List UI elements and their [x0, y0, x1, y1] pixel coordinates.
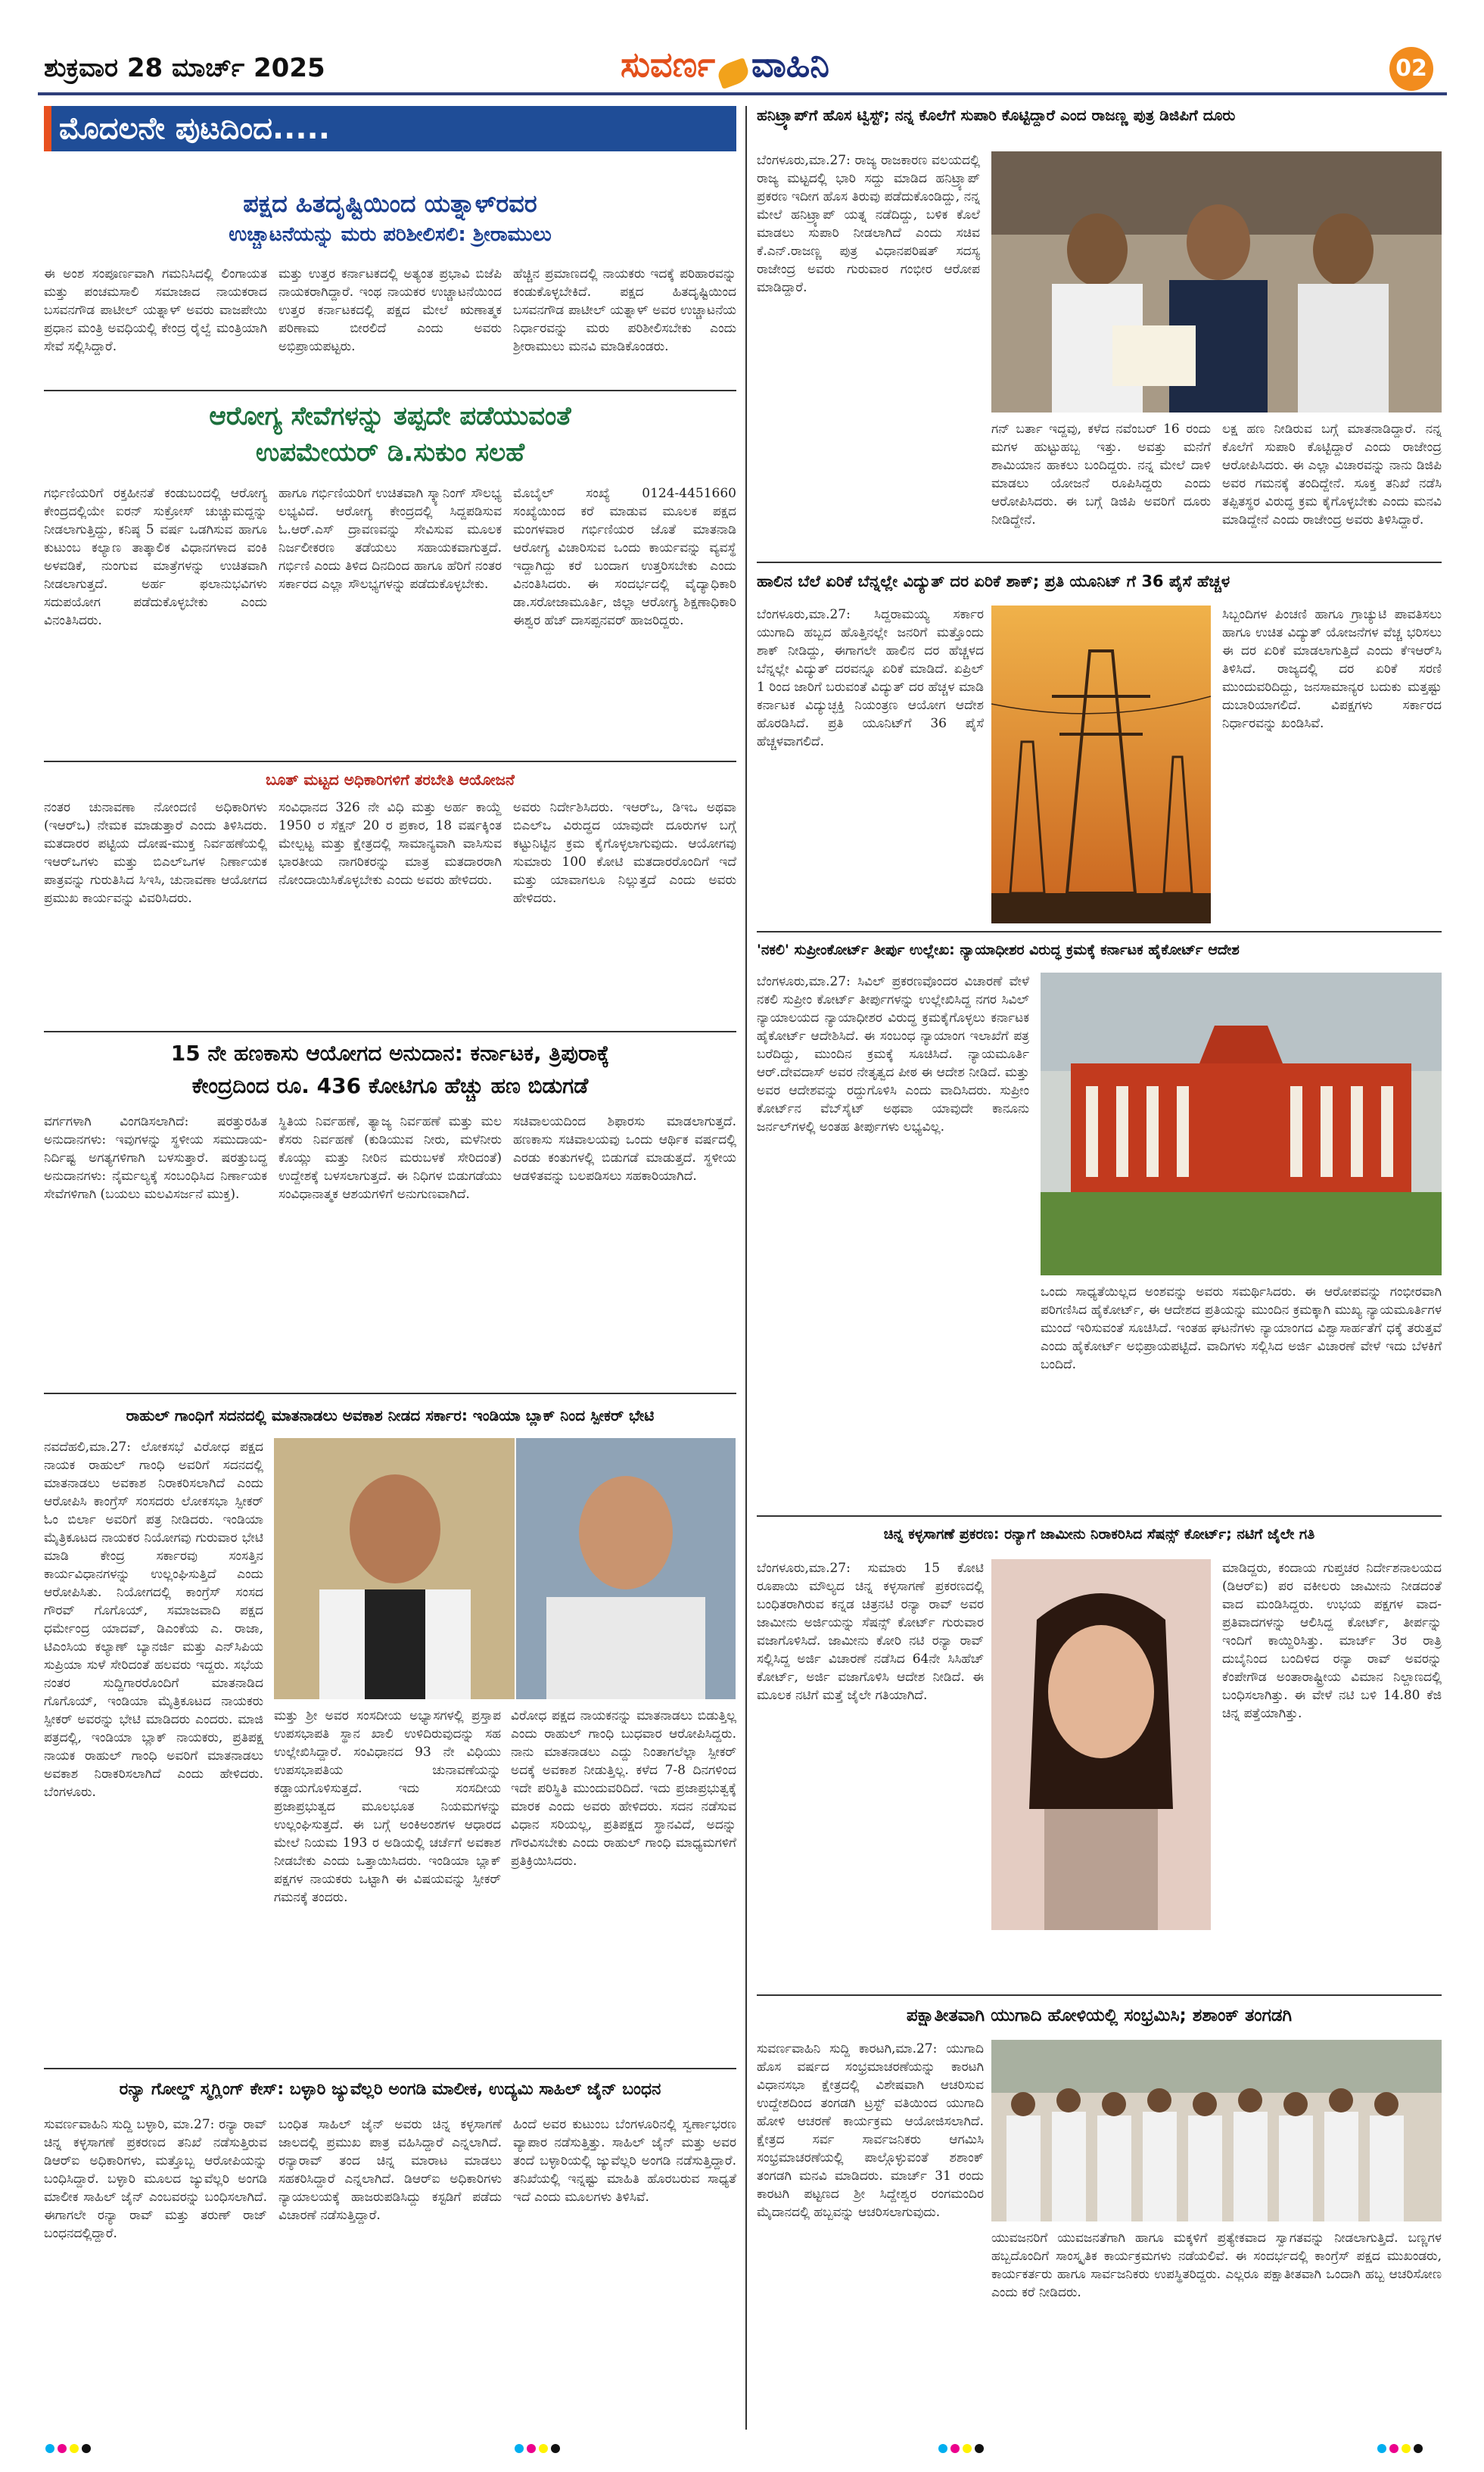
divider: [757, 931, 1442, 932]
art7-col-3: ಲಕ್ಷ ಹಣ ನೀಡಿರುವ ಬಗ್ಗೆ ಮಾತನಾಡಿದ್ದಾರೆ. ನನ್ನ ಕೊಲೆಗೆ ಸುಪಾರಿ ಕೊಟ್ಟಿದ್ದಾರೆ ಎಂದು ರಾಜೇಂದ್ರ ಆರೋಪಿಸಿದರು. ಈ ಎಲ್ಲಾ ವಿಚಾರವನ್ನು ನಾನು ಡಿಜಿಪಿ ಅವರ ಗಮನಕ್ಕೆ ತಂದಿದ್ದೇನೆ. ಸೂಕ್ತ ತನಿಖೆ ನಡೆಸಿ ತಪ್ಪಿತಸ್ಥರ ವಿರುದ್ಧ ಕ್ರಮ ಕೈಗೊಳ್ಳಬೇಕು ಎಂದು ಮನವಿ ಮಾಡಿದ್ದೇನೆ ಎಂದು ರಾಜೇಂದ್ರ ಅವರು ತಿಳಿಸಿದ್ದಾರೆ.: [1222, 422, 1442, 528]
art3-kicker: ಬೂತ್ ಮಟ್ಟದ ಅಧಿಕಾರಿಗಳಿಗೆ ತರಬೇತಿ ಆಯೋಜನೆ: [266, 771, 515, 789]
divider: [757, 562, 1442, 563]
art2-col-1: ಗರ್ಭಿಣಿಯರಿಗೆ ರಕ್ತಹೀನತೆ ಕಂಡುಬಂದಲ್ಲಿ ಆರೋಗ್ಯ ಕೇಂದ್ರದಲ್ಲಿಯೇ ಐರನ್ ಸುಕ್ರೋಸ್ ಚುಚ್ಚುಮದ್ದನ್ನು ನೀಡಲಾಗುತ್ತಿದ್ದು, ಕನಿಷ್ಠ 5 ವರ್ಷ ಒಡಗಿಸುವ ಹಾಗೂ ಕುಟುಂಬ ಕಲ್ಯಾಣ ತಾತ್ಕಾಲಿಕ ವಿಧಾನಗಳಾದ ವಂಕಿ ಅಳವಡಿಕೆ, ನುಂಗುವ ಮಾತ್ರೆಗಳನ್ನು ಉಚಿತವಾಗಿ ನೀಡಲಾಗುತ್ತದೆ. ಅರ್ಹ ಫಲಾನುಭವಿಗಳು ಸದುಪಯೋಗ ಪಡೆದುಕೊಳ್ಳಬೇಕು ಎಂದು ವಿನಂತಿಸಿದರು.: [44, 486, 267, 628]
photo-speaker: [274, 1438, 515, 1699]
photo-high-court: [1041, 973, 1442, 1275]
art3-col-3: ಅವರು ನಿರ್ದೇಶಿಸಿದರು. ಇಆರ್‌ಒ, ಡಿಇಒ ಅಥವಾ ಬಿಎಲ್‌ಒ ವಿರುದ್ಧದ ಯಾವುದೇ ದೂರುಗಳ ಬಗ್ಗೆ ಕಟ್ಟುನಿಟ್ಟಿನ ಕ್ರಮ ಕೈಗೊಳ್ಳಲಾಗುವುದು. ಆಯೋಗವು ಸುಮಾರು 100 ಕೋಟಿ ಮತದಾರರೊಂದಿಗೆ ಇದೆ ಮತ್ತು ಯಾವಾಗಲೂ ನಿಲ್ಲುತ್ತದೆ ಎಂದು ಅವರು ಹೇಳಿದರು.: [513, 800, 736, 906]
page-number-badge: 02: [1389, 47, 1433, 91]
section-banner: ಮೊದಲನೇ ಪುಟದಿಂದ.....: [44, 106, 736, 151]
art1-col-1: ಈ ಅಂಶ ಸಂಪೂರ್ಣವಾಗಿ ಗಮನಿಸಿದಲ್ಲಿ ಲಿಂಗಾಯತ ಮತ್ತು ಪಂಚಮಸಾಲಿ ಸಮಾಜಾದ ನಾಯಕರಾದ ಬಸವನಗೌಡ ಪಾಟೀಲ್ ಯತ್ನಾಳ್ ಅವರು ವಾಜಪೇಯಿ ಪ್ರಧಾನ ಮಂತ್ರಿ ಅವಧಿಯಲ್ಲಿ ಕೇಂದ್ರ ರೈಲ್ವೆ ಮಂತ್ರಿಯಾಗಿ ಸೇವೆ ಸಲ್ಲಿಸಿದ್ದಾರೆ.: [44, 266, 267, 354]
art4-col-3: ಸಚಿವಾಲಯದಿಂದ ಶಿಫಾರಸು ಮಾಡಲಾಗುತ್ತದೆ. ಹಣಕಾಸು ಸಚಿವಾಲಯವು ಒಂದು ಆರ್ಥಿಕ ವರ್ಷದಲ್ಲಿ ಎರಡು ಕಂತುಗಳಲ್ಲಿ ಬಿಡುಗಡೆ ಮಾಡುತ್ತದೆ. ಸ್ಥಳೀಯ ಆಡಳಿತವನ್ನು ಬಲಪಡಿಸಲು ಸಹಕಾರಿಯಾಗಿದೆ.: [513, 1114, 736, 1184]
divider: [44, 2068, 736, 2069]
art4-col-2: ಸ್ಥಿತಿಯ ನಿರ್ವಹಣೆ, ತ್ಯಾಜ್ಯ ನಿರ್ವಹಣೆ ಮತ್ತು ಮಲ ಕೆಸರು ನಿರ್ವಹಣೆ (ಕುಡಿಯುವ ನೀರು, ಮಳೆನೀರು ಕೊಯ್ಲು ಮತ್ತು ನೀರಿನ ಮರುಬಳಕೆ ಸೇರಿದಂತೆ) ಉದ್ದೇಶಕ್ಕೆ ಬಳಸಲಾಗುತ್ತದೆ. ಈ ನಿಧಿಗಳ ಬಿಡುಗಡೆಯು ಸಂವಿಧಾನಾತ್ಮಕ ಆಶಯಗಳಿಗೆ ಅನುಗುಣವಾಗಿದೆ.: [278, 1114, 502, 1202]
art5-col-3: ವಿರೋಧ ಪಕ್ಷದ ನಾಯಕನನ್ನು ಮಾತನಾಡಲು ಬಿಡುತ್ತಿಲ್ಲ ಎಂದು ರಾಹುಲ್ ಗಾಂಧಿ ಬುಧವಾರ ಆರೋಪಿಸಿದ್ದರು. ನಾನು ಮಾತನಾಡಲು ಎದ್ದು ನಿಂತಾಗಲೆಲ್ಲಾ ಸ್ಪೀಕರ್ ಅದಕ್ಕೆ ಅವಕಾಶ ನೀಡುತ್ತಿಲ್ಲ. ಕಳೆದ 7-8 ದಿನಗಳಿಂದ ಇದೇ ಪರಿಸ್ಥಿತಿ ಮುಂದುವರಿದಿದೆ. ಇದು ಪ್ರಜಾಪ್ರಭುತ್ವಕ್ಕೆ ಮಾರಕ ಎಂದು ಅವರು ಹೇಳಿದರು. ಸದನ ನಡೆಸುವ ವಿಧಾನ ಸರಿಯಲ್ಲ, ಪ್ರತಿಪಕ್ಷದ ಸ್ಥಾನವಿದೆ, ಅದನ್ನು ಗೌರವಿಸಬೇಕು ಎಂದು ರಾಹುಲ್ ಗಾಂಧಿ ಮಾಧ್ಯಮಗಳಿಗೆ ಪ್ರತಿಕ್ರಿಯಿಸಿದರು.: [511, 1708, 736, 1869]
art4-col-1: ವರ್ಗಗಳಾಗಿ ವಿಂಗಡಿಸಲಾಗಿದೆ: ಷರತ್ತುರಹಿತ ಅನುದಾನಗಳು: ಇವುಗಳನ್ನು ಸ್ಥಳೀಯ ಸಮುದಾಯ-ನಿರ್ದಿಷ್ಟ ಅಗತ್ಯಗಳಿಗಾಗಿ ಬಳಸುತ್ತಾರೆ. ಷರತ್ತುಬದ್ಧ ಅನುದಾನಗಳು: ನೈರ್ಮಲ್ಯಕ್ಕೆ ಸಂಬಂಧಿಸಿದ ನಿರ್ಣಾಯಕ ಸೇವೆಗಳಿಗಾಗಿ (ಬಯಲು ಮಲವಿಸರ್ಜನೆ ಮುಕ್ತ).: [44, 1114, 267, 1202]
art9-col-2: ಒಂದು ಸಾಧ್ಯತೆಯಿಲ್ಲದ ಅಂಶವನ್ನು ಅವರು ಸಮರ್ಥಿಸಿದರು. ಈ ಆರೋಪವನ್ನು ಗಂಭೀರವಾಗಿ ಪರಿಗಣಿಸಿದ ಹೈಕೋರ್ಟ್, ಈ ಆದೇಶದ ಪ್ರತಿಯನ್ನು ಮುಂದಿನ ಕ್ರಮಕ್ಕಾಗಿ ಮುಖ್ಯ ನ್ಯಾಯಮೂರ್ತಿಗಳ ಮುಂದೆ ಇರಿಸುವಂತೆ ಸೂಚಿಸಿದೆ. ಇಂತಹ ಘಟನೆಗಳು ನ್ಯಾಯಾಂಗದ ವಿಶ್ವಾಸಾರ್ಹತೆಗೆ ಧಕ್ಕೆ ತರುತ್ತವೆ ಎಂದು ಹೈಕೋರ್ಟ್ ಅಭಿಪ್ರಾಯಪಟ್ಟಿದೆ. ವಾದಿಗಳು ಸಲ್ಲಿಸಿದ ಅರ್ಜಿ ವಿಚಾರಣೆ ವೇಳೆ ಇದು ಬೆಳಕಿಗೆ ಬಂದಿದೆ.: [1041, 1284, 1442, 1372]
art7-headline: ಹನಿಟ್ರ್ಯಾಪ್‌ಗೆ ಹೊಸ ಟ್ವಿಸ್ಟ್; ನನ್ನ ಕೊಲೆಗೆ ಸುಪಾರಿ ಕೊಟ್ಟಿದ್ದಾರೆ ಎಂದ ರಾಜಣ್ಣ ಪುತ್ರ ಡಿಜಿಪಿಗೆ ದೂರು: [757, 106, 1236, 124]
art8-col-2: ಸಿಬ್ಬಂದಿಗಳ ಪಿಂಚಣಿ ಹಾಗೂ ಗ್ರಾಚ್ಯುಟಿ ಪಾವತಿಸಲು ಹಾಗೂ ಉಚಿತ ವಿದ್ಯುತ್ ಯೋಜನೆಗಳ ವೆಚ್ಚ ಭರಿಸಲು ಈ ದರ ಏರಿಕೆ ಮಾಡಲಾಗುತ್ತಿದೆ ಎಂದು ಕೆಇಆರ್‌ಸಿ ತಿಳಿಸಿದೆ. ರಾಜ್ಯದಲ್ಲಿ ದರ ಏರಿಕೆ ಸರಣಿ ಮುಂದುವರಿದಿದ್ದು, ಜನಸಾಮಾನ್ಯರ ಬದುಕು ಮತ್ತಷ್ಟು ದುಬಾರಿಯಾಗಲಿದೆ. ವಿಪಕ್ಷಗಳು ಸರ್ಕಾರದ ನಿರ್ಧಾರವನ್ನು ಖಂಡಿಸಿವೆ.: [1222, 607, 1442, 731]
art11-col-1: ಸುವರ್ಣವಾಹಿನಿ ಸುದ್ದಿ ಕಾರಟಗಿ,ಮಾ.27: ಯುಗಾದಿ ಹೊಸ ವರ್ಷದ ಸಂಭ್ರಮಾಚರಣೆಯನ್ನು ಕಾರಟಗಿ ವಿಧಾನಸಭಾ ಕ್ಷೇತ್ರದಲ್ಲಿ ವಿಶೇಷವಾಗಿ ಆಚರಿಸುವ ಉದ್ದೇಶದಿಂದ ತಂಗಡಗಿ ಟ್ರಸ್ಟ್ ವತಿಯಿಂದ ಯುಗಾದಿ ಹೋಳಿ ಆಚರಣೆ ಕಾರ್ಯಕ್ರಮ ಆಯೋಜಿಸಲಾಗಿದೆ. ಕ್ಷೇತ್ರದ ಸರ್ವ ಸಾರ್ವಜನಿಕರು ಆಗಮಿಸಿ ಸಂಭ್ರಮಾಚರಣೆಯಲ್ಲಿ ಪಾಲ್ಗೊಳ್ಳುವಂತೆ ಶಶಾಂಕ್ ತಂಗಡಗಿ ಮನವಿ ಮಾಡಿದರು. ಮಾರ್ಚ್ 31 ರಂದು ಕಾರಟಗಿ ಪಟ್ಟಣದ ಶ್ರೀ ಸಿದ್ದೇಶ್ವರ ರಂಗಮಂದಿರ ಮೈದಾನದಲ್ಲಿ ಹಬ್ಬವನ್ನು ಆಚರಿಸಲಾಗುವುದು.: [757, 2041, 984, 2220]
power-tower-icon: [991, 606, 1211, 923]
portrait-icon: [516, 1438, 736, 1699]
art8-col-1: ಬೆಂಗಳೂರು,ಮಾ.27: ಸಿದ್ದರಾಮಯ್ಯ ಸರ್ಕಾರ ಯುಗಾದಿ ಹಬ್ಬದ ಹೊತ್ತಿನಲ್ಲೇ ಜನರಿಗೆ ಮತ್ತೊಂದು ಶಾಕ್ ನೀಡಿದ್ದು, ಈಗಾಗಲೇ ಹಾಲಿನ ದರ ಹೆಚ್ಚಳದ ಬೆನ್ನಲ್ಲೇ ವಿದ್ಯುತ್ ದರವನ್ನೂ ಏರಿಕೆ ಮಾಡಿದೆ. ಏಪ್ರಿಲ್ 1 ರಿಂದ ಜಾರಿಗೆ ಬರುವಂತೆ ವಿದ್ಯುತ್ ದರ ಹೆಚ್ಚಳ ಮಾಡಿ ಕರ್ನಾಟಕ ವಿದ್ಯುಚ್ಛಕ್ತಿ ನಿಯಂತ್ರಣ ಆಯೋಗ ಆದೇಶ ಹೊರಡಿಸಿದೆ. ಪ್ರತಿ ಯೂನಿಟ್‌ಗೆ 36 ಪೈಸೆ ಹೆಚ್ಚಳವಾಗಲಿದೆ.: [757, 607, 984, 749]
art1-headline-2: ಉಚ್ಚಾಟನೆಯನ್ನು ಮರು ಪರಿಶೀಲಿಸಲಿ: ಶ್ರೀರಾಮುಲು: [229, 223, 552, 246]
photo-power-towers: [991, 606, 1211, 923]
art2-headline-1: ಆರೋಗ್ಯ ಸೇವೆಗಳನ್ನು ತಪ್ಪದೇ ಪಡೆಯುವಂತೆ: [209, 401, 571, 431]
art11-headline: ಪಕ್ಷಾತೀತವಾಗಿ ಯುಗಾದಿ ಹೋಳಿಯಲ್ಲಿ ಸಂಭ್ರಮಿಸಿ; ಶಶಾಂಕ್ ತಂಗಡಗಿ: [906, 2006, 1293, 2025]
group-photo-icon: [991, 151, 1442, 413]
issue-date: ಶುಕ್ರವಾರ 28 ಮಾರ್ಚ್ 2025: [44, 53, 325, 83]
art9-headline: 'ನಕಲಿ' ಸುಪ್ರೀಂಕೋರ್ಟ್ ತೀರ್ಪು ಉಲ್ಲೇಖ: ನ್ಯಾಯಾಧೀಶರ ವಿರುದ್ಧ ಕ್ರಮಕ್ಕೆ ಕರ್ನಾಟಕ ಹೈಕೋರ್ಟ್ ಆದೇಶ: [757, 942, 1240, 958]
art5-headline: ರಾಹುಲ್ ಗಾಂಧಿಗೆ ಸದನದಲ್ಲಿ ಮಾತನಾಡಲು ಅವಕಾಶ ನೀಡದ ಸರ್ಕಾರ: ಇಂಡಿಯಾ ಬ್ಲಾಕ್ ನಿಂದ ಸ್ಪೀಕರ್ ಭೇಟಿ: [126, 1406, 655, 1424]
art6-col-3: ಹಿಂದೆ ಅವರ ಕುಟುಂಬ ಬೆಂಗಳೂರಿನಲ್ಲಿ ಸ್ವರ್ಣಾಭರಣ ವ್ಯಾಪಾರ ನಡೆಸುತ್ತಿತ್ತು. ಸಾಹಿಲ್ ಜೈನ್ ಮತ್ತು ಅವರ ತಂದೆ ಬಳ್ಳಾರಿಯಲ್ಲಿ ಜ್ಯುವೆಲ್ಲರಿ ಅಂಗಡಿ ನಡೆಸುತ್ತಿದ್ದಾರೆ. ತನಿಖೆಯಲ್ಲಿ ಇನ್ನಷ್ಟು ಮಾಹಿತಿ ಹೊರಬರುವ ಸಾಧ್ಯತೆ ಇದೆ ಎಂದು ಮೂಲಗಳು ತಿಳಿಸಿವೆ.: [513, 2117, 736, 2205]
art6-col-1: ಸುವರ್ಣವಾಹಿನಿ ಸುದ್ದಿ ಬಳ್ಳಾರಿ, ಮಾ.27: ರನ್ಯಾ ರಾವ್ ಚಿನ್ನ ಕಳ್ಳಸಾಗಣೆ ಪ್ರಕರಣದ ತನಿಖೆ ನಡೆಸುತ್ತಿರುವ ಡಿಆರ್‌ಐ ಅಧಿಕಾರಿಗಳು, ಮತ್ತೊಬ್ಬ ಆರೋಪಿಯನ್ನು ಬಂಧಿಸಿದ್ದಾರೆ. ಬಳ್ಳಾರಿ ಮೂಲದ ಜ್ಯುವೆಲ್ಲರಿ ಅಂಗಡಿ ಮಾಲೀಕ ಸಾಹಿಲ್ ಜೈನ್ ಎಂಬವರನ್ನು ಬಂಧಿಸಲಾಗಿದೆ. ಈಗಾಗಲೇ ರನ್ಯಾ ರಾವ್ ಮತ್ತು ತರುಣ್ ರಾಜ್ ಬಂಧನದಲ್ಲಿದ್ದಾರೆ.: [44, 2117, 267, 2241]
art5-col-2: ಮತ್ತು ಶ್ರೀ ಅವರ ಸಂಸದೀಯ ಅಭ್ಯಾಸಗಳಲ್ಲಿ ಪ್ರಸ್ತಾಪ ಉಪಸಭಾಪತಿ ಸ್ಥಾನ ಖಾಲಿ ಉಳಿದಿರುವುದನ್ನು ಸಹ ಉಲ್ಲೇಖಿಸಿದ್ದಾರೆ. ಸಂವಿಧಾನದ 93 ನೇ ವಿಧಿಯು ಉಪಸಭಾಪತಿಯ ಚುನಾವಣೆಯನ್ನು ಕಡ್ಡಾಯಗೊಳಿಸುತ್ತದೆ. ಇದು ಸಂಸದೀಯ ಪ್ರಜಾಪ್ರಭುತ್ವದ ಮೂಲಭೂತ ನಿಯಮಗಳನ್ನು ಉಲ್ಲಂಘಿಸುತ್ತದೆ. ಈ ಬಗ್ಗೆ ಅಂಕಿಅಂಶಗಳ ಆಧಾರದ ಮೇಲೆ ನಿಯಮ 193 ರ ಅಡಿಯಲ್ಲಿ ಚರ್ಚೆಗೆ ಅವಕಾಶ ನೀಡಬೇಕು ಎಂದು ಒತ್ತಾಯಿಸಿದರು. ಇಂಡಿಯಾ ಬ್ಲಾಕ್ ಪಕ್ಷಗಳ ನಾಯಕರು ಒಟ್ಟಾಗಿ ಈ ವಿಷಯವನ್ನು ಸ್ಪೀಕರ್ ಗಮನಕ್ಕೆ ತಂದರು.: [274, 1708, 501, 1905]
art10-col-2: ಮಾಡಿದ್ದರು, ಕಂದಾಯ ಗುಪ್ತಚರ ನಿರ್ದೇಶನಾಲಯದ (ಡಿಆರ್‌ಐ) ಪರ ವಕೀಲರು ಜಾಮೀನು ನೀಡದಂತೆ ವಾದ ಮಂಡಿಸಿದ್ದರು. ಉಭಯ ಪಕ್ಷಗಳ ವಾದ-ಪ್ರತಿವಾದಗಳನ್ನು ಆಲಿಸಿದ್ದ ಕೋರ್ಟ್, ತೀರ್ಪನ್ನು ಇಂದಿಗೆ ಕಾಯ್ದಿರಿಸಿತ್ತು. ಮಾರ್ಚ್ 3ರ ರಾತ್ರಿ ದುಬೈನಿಂದ ಬಂದಿಳಿದ ರನ್ಯಾ ರಾವ್ ಅವರನ್ನು ಕೆಂಪೇಗೌಡ ಅಂತಾರಾಷ್ಟ್ರೀಯ ವಿಮಾನ ನಿಲ್ದಾಣದಲ್ಲಿ ಬಂಧಿಸಲಾಗಿತ್ತು. ಈ ವೇಳೆ ನಟಿ ಬಳಿ 14.80 ಕೆಜಿ ಚಿನ್ನ ಪತ್ತೆಯಾಗಿತ್ತು.: [1222, 1561, 1442, 1721]
portrait-icon: [274, 1438, 515, 1699]
divider: [44, 1031, 736, 1032]
photo-rahul-gandhi: [516, 1438, 736, 1699]
photo-ranya-rao: [991, 1559, 1211, 1930]
column-divider: [745, 106, 747, 2430]
divider: [44, 390, 736, 391]
registration-marks: [515, 2442, 563, 2456]
group-photo-icon: [991, 2040, 1442, 2221]
art3-col-1: ನಂತರ ಚುನಾವಣಾ ನೋಂದಣಿ ಅಧಿಕಾರಿಗಳು (ಇಆರ್‌ಒ) ನೇಮಕ ಮಾಡುತ್ತಾರೆ ಎಂದು ತಿಳಿಸಿದರು. ಮತದಾರರ ಪಟ್ಟಿಯ ದೋಷ-ಮುಕ್ತ ನಿರ್ವಹಣೆಯಲ್ಲಿ ಇಆರ್‌ಒಗಳು ಮತ್ತು ಬಿಎಲ್‌ಒಗಳ ನಿರ್ಣಾಯಕ ಪಾತ್ರವನ್ನು ಗುರುತಿಸಿದ ಸಿಇಸಿ, ಚುನಾವಣಾ ಆಯೋಗದ ಪ್ರಮುಖ ಕಾರ್ಯವನ್ನು ವಿವರಿಸಿದರು.: [44, 800, 267, 906]
art6-headline: ರನ್ಯಾ ಗೋಲ್ಡ್ ಸ್ಮಗ್ಲಿಂಗ್ ಕೇಸ್: ಬಳ್ಳಾರಿ ಜ್ಯುವೆಲ್ಲರಿ ಅಂಗಡಿ ಮಾಲೀಕ, ಉದ್ಯಮಿ ಸಾಹಿಲ್ ಜೈನ್ ಬಂಧನ: [119, 2080, 661, 2099]
photo-ugadi-event: [991, 2040, 1442, 2221]
brand-name-left: ಸುವರ್ಣ: [621, 44, 716, 85]
art3-col-2: ಸಂವಿಧಾನದ 326 ನೇ ವಿಧಿ ಮತ್ತು ಅರ್ಹ ಕಾಯ್ದೆ 1950 ರ ಸೆಕ್ಷನ್ 20 ರ ಪ್ರಕಾರ, 18 ವರ್ಷಕ್ಕಿಂತ ಮೇಲ್ಪಟ್ಟ ಮತ್ತು ಕ್ಷೇತ್ರದಲ್ಲಿ ಸಾಮಾನ್ಯವಾಗಿ ವಾಸಿಸುವ ಭಾರತೀಯ ನಾಗರಿಕರನ್ನು ಮಾತ್ರ ಮತದಾರರಾಗಿ ನೋಂದಾಯಿಸಿಕೊಳ್ಳಬೇಕು ಎಂದು ಅವರು ಹೇಳಿದರು.: [278, 800, 502, 888]
art2-headline-2: ಉಪಮೇಯರ್ ಡಿ.ಸುಕುಂ ಸಲಹೆ: [255, 437, 525, 468]
divider: [757, 1994, 1442, 1996]
divider: [44, 1393, 736, 1394]
art1-col-2: ಮತ್ತು ಉತ್ತರ ಕರ್ನಾಟಕದಲ್ಲಿ ಅತ್ಯಂತ ಪ್ರಭಾವಿ ಬಿಜೆಪಿ ನಾಯಕರಾಗಿದ್ದಾರೆ. ಇಂಥ ನಾಯಕರ ಉಚ್ಚಾಟನೆಯಿಂದ ಉತ್ತರ ಕರ್ನಾಟಕದಲ್ಲಿ ಪಕ್ಷದ ಮೇಲೆ ಋಣಾತ್ಮಕ ಪರಿಣಾಮ ಬೀರಲಿದೆ ಎಂದು ಅವರು ಅಭಿಪ್ರಾಯಪಟ್ಟರು.: [278, 266, 502, 354]
brand-name-right: ವಾಹಿನಿ: [751, 44, 829, 85]
art7-col-2: ಗನ್ ಬರ್ತಾ ಇದ್ದವು, ಕಳೆದ ನವೆಂಬರ್ 16 ರಂದು ಮಗಳ ಹುಟ್ಟುಹಬ್ಬ ಇತ್ತು. ಅವತ್ತು ಮನೆಗೆ ಶಾಮಿಯಾನ ಹಾಕಲು ಬಂದಿದ್ದರು. ನನ್ನ ಮೇಲೆ ದಾಳಿ ಮಾಡಲು ಯೋಜನೆ ರೂಪಿಸಿದ್ದರು ಎಂದು ಆರೋಪಿಸಿದರು. ಈ ಬಗ್ಗೆ ಡಿಜಿಪಿ ಅವರಿಗೆ ದೂರು ನೀಡಿದ್ದೇನೆ.: [991, 422, 1211, 528]
building-icon: [1041, 973, 1442, 1275]
art1-col-3: ಹೆಚ್ಚಿನ ಪ್ರಮಾಣದಲ್ಲಿ ನಾಯಕರು ಇದಕ್ಕೆ ಪರಿಹಾರವನ್ನು ಕಂಡುಕೊಳ್ಳಬೇಕಿದೆ. ಪಕ್ಷದ ಹಿತದೃಷ್ಟಿಯಿಂದ ಬಸವನಗೌಡ ಪಾಟೀಲ್ ಯತ್ನಾಳ್ ಅವರ ಉಚ್ಚಾಟನೆಯ ನಿರ್ಧಾರವನ್ನು ಮರು ಪರಿಶೀಲಿಸಬೇಕು ಎಂದು ಶ್ರೀರಾಮುಲು ಮನವಿ ಮಾಡಿಕೊಂಡರು.: [513, 266, 736, 354]
bird-icon: [715, 58, 751, 89]
registration-marks: [45, 2442, 94, 2456]
divider: [44, 761, 736, 762]
masthead-rule: [38, 92, 1447, 95]
art4-headline-1: 15 ನೇ ಹಣಕಾಸು ಆಯೋಗದ ಅನುದಾನ: ಕರ್ನಾಟಕ, ತ್ರಿಪುರಾಕ್ಕೆ: [170, 1041, 610, 1066]
art4-headline-2: ಕೇಂದ್ರದಿಂದ ರೂ. 436 ಕೋಟಿಗೂ ಹೆಚ್ಚು ಹಣ ಬಿಡುಗಡೆ: [191, 1073, 589, 1098]
art2-col-2: ಹಾಗೂ ಗರ್ಭಿಣಿಯರಿಗೆ ಉಚಿತವಾಗಿ ಸ್ಕ್ಯಾನಿಂಗ್ ಸೌಲಭ್ಯ ಲಭ್ಯವಿದೆ. ಆರೋಗ್ಯ ಕೇಂದ್ರದಲ್ಲಿ ಸಿದ್ದಪಡಿಸುವ ಓ.ಆರ್.ಎಸ್ ದ್ರಾವಣವನ್ನು ಸೇವಿಸುವ ಮೂಲಕ ನಿರ್ಜಲೀಕರಣ ತಡೆಯಲು ಸಹಾಯಕವಾಗುತ್ತದೆ. ಗರ್ಭಿಣಿ ಎಂದು ತಿಳಿದ ದಿನದಿಂದ ಹಾಗೂ ಹೆರಿಗೆ ನಂತರ ಸರ್ಕಾರದ ಎಲ್ಲಾ ಸೌಲಭ್ಯಗಳನ್ನು ಪಡೆದುಕೊಳ್ಳಬೇಕು.: [278, 486, 502, 592]
divider: [757, 1515, 1442, 1517]
art8-headline: ಹಾಲಿನ ಬೆಲೆ ಏರಿಕೆ ಬೆನ್ನಲ್ಲೇ ವಿದ್ಯುತ್ ದರ ಏರಿಕೆ ಶಾಕ್; ಪ್ರತಿ ಯೂನಿಟ್ ಗೆ 36 ಪೈಸೆ ಹೆಚ್ಚಳ: [757, 572, 1230, 590]
registration-marks: [938, 2442, 987, 2456]
art6-col-2: ಬಂಧಿತ ಸಾಹಿಲ್ ಜೈನ್ ಅವರು ಚಿನ್ನ ಕಳ್ಳಸಾಗಣೆ ಜಾಲದಲ್ಲಿ ಪ್ರಮುಖ ಪಾತ್ರ ವಹಿಸಿದ್ದಾರೆ ಎನ್ನಲಾಗಿದೆ. ರನ್ಯಾರಾವ್ ತಂದ ಚಿನ್ನ ಮಾರಾಟ ಮಾಡಲು ಸಹಕರಿಸಿದ್ದಾರೆ ಎನ್ನಲಾಗಿದೆ. ಡಿಆರ್‌ಐ ಅಧಿಕಾರಿಗಳು ನ್ಯಾಯಾಲಯಕ್ಕೆ ಹಾಜರುಪಡಿಸಿದ್ದು ಕಸ್ಟಡಿಗೆ ಪಡೆದು ವಿಚಾರಣೆ ನಡೆಸುತ್ತಿದ್ದಾರೆ.: [278, 2117, 502, 2223]
art2-col-3: ಮೊಬೈಲ್ ಸಂಖ್ಯೆ 0124-4451660 ಸಂಖ್ಯೆಯಿಂದ ಕರೆ ಮಾಡುವ ಮೂಲಕ ಪಕ್ಷದ ಮಂಗಳವಾರ ಗರ್ಭಿಣಿಯರ ಜೊತೆ ಮಾತನಾಡಿ ಆರೋಗ್ಯ ವಿಚಾರಿಸುವ ಒಂದು ಕಾರ್ಯವನ್ನು ವ್ಯವಸ್ಥೆ ಇದ್ದಾಗಿದ್ದು ಕರೆ ಬಂದಾಗ ಉತ್ತರಿಸಬೇಕು ಎಂದು ವಿನಂತಿಸಿದರು. ಈ ಸಂದರ್ಭದಲ್ಲಿ ವೈದ್ಯಾಧಿಕಾರಿ ಡಾ.ಸರೋಜಾಮೂರ್ತಿ, ಜಿಲ್ಲಾ ಆರೋಗ್ಯ ಶಿಕ್ಷಣಾಧಿಕಾರಿ ಈಶ್ವರ ಹೆಚ್ ದಾಸಪ್ಪನವರ್ ಹಾಜರಿದ್ದರು.: [513, 486, 736, 628]
art9-col-1: ಬೆಂಗಳೂರು,ಮಾ.27: ಸಿವಿಲ್ ಪ್ರಕರಣವೊಂದರ ವಿಚಾರಣೆ ವೇಳೆ ನಕಲಿ ಸುಪ್ರೀಂ ಕೋರ್ಟ್ ತೀರ್ಪುಗಳನ್ನು ಉಲ್ಲೇಖಿಸಿದ್ದ ನಗರ ಸಿವಿಲ್ ನ್ಯಾಯಾಲಯದ ನ್ಯಾಯಾಧೀಶರ ವಿರುದ್ಧ ಕ್ರಮಕೈಗೊಳ್ಳಲು ಕರ್ನಾಟಕ ಹೈಕೋರ್ಟ್ ಆದೇಶಿಸಿದೆ. ಈ ಸಂಬಂಧ ನ್ಯಾಯಾಂಗ ಇಲಾಖೆಗೆ ಪತ್ರ ಬರೆದಿದ್ದು, ಮುಂದಿನ ಕ್ರಮಕ್ಕೆ ಸೂಚಿಸಿದೆ. ನ್ಯಾಯಮೂರ್ತಿ ಆರ್.ದೇವದಾಸ್ ಅವರ ನೇತೃತ್ವದ ಪೀಠ ಈ ಆದೇಶ ನೀಡಿದೆ. ಮತ್ತು ಅವರ ಆದೇಶವನ್ನು ರದ್ದುಗೊಳಿಸಿ ಎಂದು ವಾದಿಸಿದರು. ಸುಪ್ರೀಂ ಕೋರ್ಟ್‌ನ ವೆಬ್‌ಸೈಟ್ ಅಥವಾ ಯಾವುದೇ ಕಾನೂನು ಜರ್ನಲ್‌ಗಳಲ್ಲಿ ಅಂತಹ ತೀರ್ಪುಗಳು ಲಭ್ಯವಿಲ್ಲ.: [757, 974, 1029, 1135]
portrait-icon: [991, 1559, 1211, 1930]
art5-col-1: ನವದೆಹಲಿ,ಮಾ.27: ಲೋಕಸಭೆ ವಿರೋಧ ಪಕ್ಷದ ನಾಯಕ ರಾಹುಲ್ ಗಾಂಧಿ ಅವರಿಗೆ ಸದನದಲ್ಲಿ ಮಾತನಾಡಲು ಅವಕಾಶ ನಿರಾಕರಿಸಲಾಗಿದೆ ಎಂದು ಆರೋಪಿಸಿ ಕಾಂಗ್ರೆಸ್ ಸಂಸದರು ಲೋಕಸಭಾ ಸ್ಪೀಕರ್ ಓಂ ಬಿರ್ಲಾ ಅವರಿಗೆ ಪತ್ರ ನೀಡಿದರು. ಇಂಡಿಯಾ ಮೈತ್ರಿಕೂಟದ ನಾಯಕರ ನಿಯೋಗವು ಗುರುವಾರ ಭೇಟಿ ಮಾಡಿ ಕೇಂದ್ರ ಸರ್ಕಾರವು ಸಂಸತ್ತಿನ ಕಾರ್ಯವಿಧಾನಗಳನ್ನು ಉಲ್ಲಂಘಿಸುತ್ತಿದೆ ಎಂದು ಆರೋಪಿಸಿತು. ನಿಯೋಗದಲ್ಲಿ ಕಾಂಗ್ರೆಸ್ ಸಂಸದ ಗೌರವ್ ಗೊಗೊಯ್, ಸಮಾಜವಾದಿ ಪಕ್ಷದ ಧರ್ಮೇಂದ್ರ ಯಾದವ್, ಡಿಎಂಕೆಯ ಎ. ರಾಜಾ, ಟಿಎಂಸಿಯ ಕಲ್ಯಾಣ್ ಬ್ಯಾನರ್ಜಿ ಮತ್ತು ಎನ್‌ಸಿಪಿಯ ಸುಪ್ರಿಯಾ ಸುಳೆ ಸೇರಿದಂತೆ ಹಲವರು ಇದ್ದರು. ಸಭೆಯ ನಂತರ ಸುದ್ದಿಗಾರರೊಂದಿಗೆ ಮಾತನಾಡಿದ ಗೊಗೊಯ್, ಇಂಡಿಯಾ ಮೈತ್ರಿಕೂಟದ ನಾಯಕರು ಸ್ಪೀಕರ್ ಅವರನ್ನು ಭೇಟಿ ಮಾಡಿದರು ಎಂದರು. ಮಾಜಿ ಪತ್ರದಲ್ಲಿ, ಇಂಡಿಯಾ ಬ್ಲಾಕ್ ನಾಯಕರು, ಪ್ರತಿಪಕ್ಷ ನಾಯಕ ರಾಹುಲ್ ಗಾಂಧಿ ಅವರಿಗೆ ಮಾತನಾಡಲು ಅವಕಾಶ ನಿರಾಕರಿಸಲಾಗಿದೆ ಎಂದು ಹೇಳಿದರು. ಬೆಂಗಳೂರು.: [44, 1440, 263, 1800]
art11-col-2: ಯುವಜನರಿಗೆ ಯುವಜನತೆಗಾಗಿ ಹಾಗೂ ಮಕ್ಕಳಿಗೆ ಪ್ರತ್ಯೇಕವಾದ ಸ್ವಾಗತವನ್ನು ನೀಡಲಾಗುತ್ತಿದೆ. ಬಣ್ಣಗಳ ಹಬ್ಬದೊಂದಿಗೆ ಸಾಂಸ್ಕೃತಿಕ ಕಾರ್ಯಕ್ರಮಗಳು ನಡೆಯಲಿವೆ. ಈ ಸಂದರ್ಭದಲ್ಲಿ ಕಾಂಗ್ರೆಸ್ ಪಕ್ಷದ ಮುಖಂಡರು, ಕಾರ್ಯಕರ್ತರು ಹಾಗೂ ಸಾರ್ವಜನಿಕರು ಉಪಸ್ಥಿತರಿದ್ದರು. ಎಲ್ಲರೂ ಪಕ್ಷಾತೀತವಾಗಿ ಒಂದಾಗಿ ಹಬ್ಬ ಆಚರಿಸೋಣ ಎಂದು ಕರೆ ನೀಡಿದರು.: [991, 2231, 1442, 2300]
art7-col-1: ಬೆಂಗಳೂರು,ಮಾ.27: ರಾಜ್ಯ ರಾಜಕಾರಣ ವಲಯದಲ್ಲಿ ರಾಜ್ಯ ಮಟ್ಟದಲ್ಲಿ ಭಾರಿ ಸದ್ದು ಮಾಡಿದ ಹನಿಟ್ರ್ಯಾಪ್ ಪ್ರಕರಣ ಇದೀಗ ಹೊಸ ತಿರುವು ಪಡೆದುಕೊಂಡಿದ್ದು, ನನ್ನ ಮೇಲೆ ಹನಿಟ್ರ್ಯಾಪ್ ಯತ್ನ ನಡೆದಿದ್ದು, ಬಳಿಕ ಕೊಲೆ ಮಾಡಲು ಸುಪಾರಿ ನೀಡಲಾಗಿದೆ ಎಂದು ಸಚಿವ ಕೆ.ಎನ್.ರಾಜಣ್ಣ ಪುತ್ರ ವಿಧಾನಪರಿಷತ್ ಸದಸ್ಯ ರಾಜೇಂದ್ರ ಅವರು ಗುರುವಾರ ಗಂಭೀರ ಆರೋಪ ಮಾಡಿದ್ದಾರೆ.: [757, 153, 980, 295]
registration-marks: [1377, 2442, 1426, 2456]
photo-dgp-meeting: [991, 151, 1442, 413]
brand-logo: [621, 44, 938, 86]
section-banner-accent: [44, 106, 51, 151]
art10-col-1: ಬೆಂಗಳೂರು,ಮಾ.27: ಸುಮಾರು 15 ಕೋಟಿ ರೂಪಾಯಿ ಮೌಲ್ಯದ ಚಿನ್ನ ಕಳ್ಳಸಾಗಣೆ ಪ್ರಕರಣದಲ್ಲಿ ಬಂಧಿತರಾಗಿರುವ ಕನ್ನಡ ಚಿತ್ರನಟಿ ರನ್ಯಾ ರಾವ್ ಅವರ ಜಾಮೀನು ಅರ್ಜಿಯನ್ನು ಸೆಷನ್ಸ್ ಕೋರ್ಟ್ ಗುರುವಾರ ವಜಾಗೊಳಿಸಿದೆ. ಜಾಮೀನು ಕೋರಿ ನಟಿ ರನ್ಯಾ ರಾವ್ ಸಲ್ಲಿಸಿದ್ದ ಅರ್ಜಿ ವಿಚಾರಣೆ ನಡೆಸಿದ 64ನೇ ಸಿಸಿಹೆಚ್ ಕೋರ್ಟ್, ಅರ್ಜಿ ವಜಾಗೊಳಿಸಿ ಆದೇಶ ನೀಡಿದೆ. ಈ ಮೂಲಕ ನಟಿಗೆ ಮತ್ತೆ ಜೈಲೇ ಗತಿಯಾಗಿದೆ.: [757, 1561, 984, 1703]
art10-headline: ಚಿನ್ನ ಕಳ್ಳಸಾಗಣೆ ಪ್ರಕರಣ: ರನ್ಯಾಗೆ ಜಾಮೀನು ನಿರಾಕರಿಸಿದ ಸೆಷನ್ಸ್ ಕೋರ್ಟ್; ನಟಿಗೆ ಜೈಲೇ ಗತಿ: [883, 1526, 1315, 1543]
art1-headline-1: ಪಕ್ಷದ ಹಿತದೃಷ್ಟಿಯಿಂದ ಯತ್ನಾಳ್‌ರವರ: [243, 189, 537, 218]
